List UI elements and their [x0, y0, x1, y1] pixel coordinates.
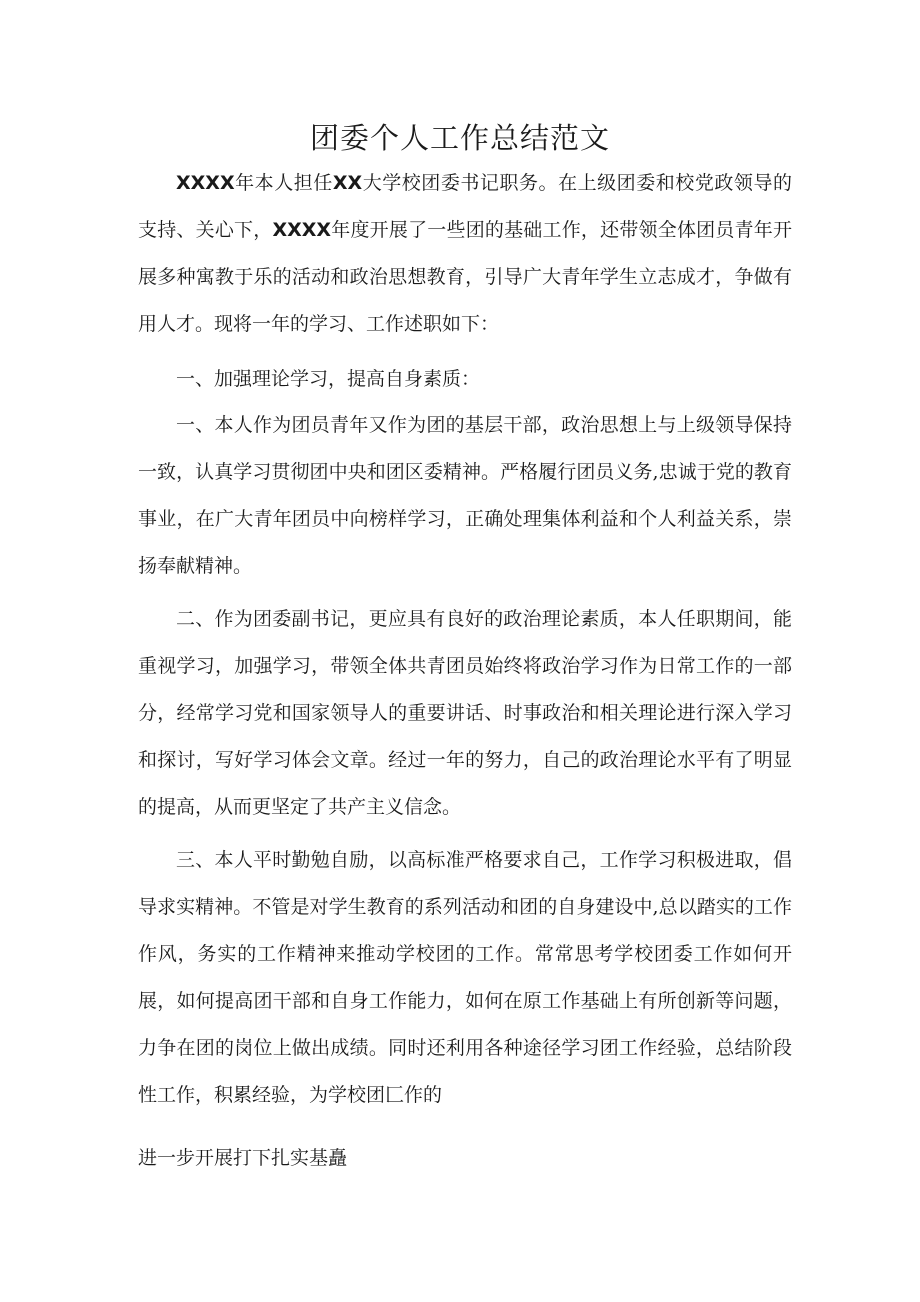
section-heading: 一、加强理论学习，提高自身素质：: [176, 368, 481, 390]
intro-text-3: 年度开展了一些团的基础工作，还带领全体团员青年开展多种寓教于乐的活动和政治思想教育，引导广大青年学生立志成才，争做有用人才。现将一年的学习、工作述职如下：: [138, 219, 792, 335]
document-title: 团委个人工作总结范文: [309, 121, 610, 155]
school-placeholder: XX: [332, 172, 363, 194]
intro-text-2: 大学校团委书记职务。在上级团委和校党政领导的支持、关心下，: [138, 172, 792, 241]
paragraph-4: 进一步开展打下扎实基矗: [138, 1147, 348, 1169]
paragraph-1: 一、本人作为团员青年又作为团的基层干部，政治思想上与上级领导保持一致，认真学习贯彻团中央和团区委精神。严格履行团员义务,忠诚于党的教育事业，在广大青年团员中向榜样学习，正确处理集体利益和个人利益关系，崇扬奉献精神。: [138, 414, 792, 577]
paragraph-3: 三、本人平时勤勉自励，以高标准严格要求自己，工作学习积极进取，倡导求实精神。不管是对学生教育的系列活动和团的自身建设中,总以踏实的工作作风，务实的工作精神来推动学校团的工作。常常思考学校团委工作如何开展，如何提高团干部和自身工作能力，如何在原工作基础上有所创新等问题，力争在团的岗位上做出成绩。同时还利用各种途径学习团工作经验，总结阶段性工作，积累经验，为学校团匚作的: [138, 849, 792, 1106]
intro-text-1: 年本人担任: [234, 172, 333, 194]
year-placeholder: XXXX: [176, 172, 235, 194]
year-placeholder-2: XXXX: [272, 219, 332, 241]
paragraph-2: 二、作为团委副书记，更应具有良好的政治理论素质，本人任职期间，能重视学习，加强学习，带领全体共青团员始终将政治学习作为日常工作的一部分，经常学习党和国家领导人的重要讲话、时事政治和相关理论进行深入学习和探讨，写好学习体会文章。经过一年的努力，自己的政治理论水平有了明显的提高，从而更坚定了共产主义信念。: [138, 608, 792, 818]
intro-paragraph: [138, 160, 792, 348]
